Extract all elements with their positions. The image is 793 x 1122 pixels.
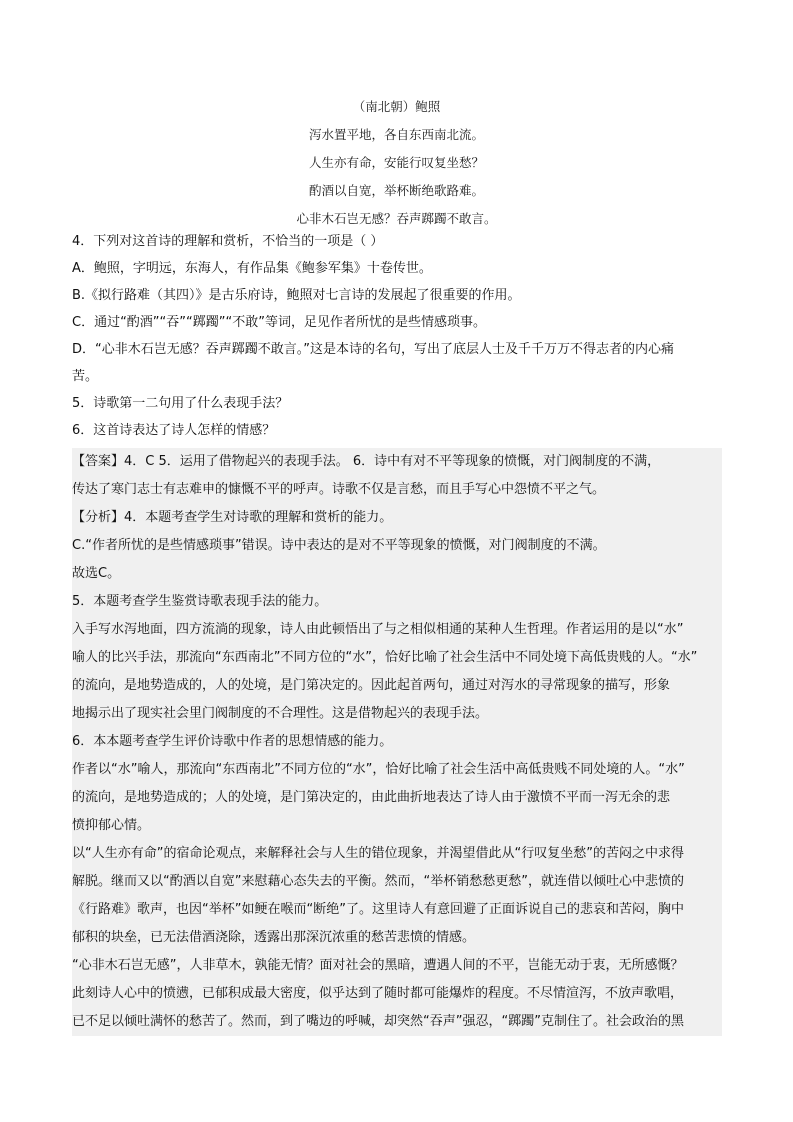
analysis-line: “心非木石岂无感”，人非草木，孰能无情？面对社会的黑暗，遭遇人间的不平，岂能无动于衷，无所感慨？ bbox=[72, 958, 684, 973]
analysis-line: 喻人的比兴手法，那流向“东西南北”不同方位的“水”，恰好比喻了社会生活中不同处境下高低贵贱的人。“水” bbox=[72, 650, 698, 665]
analysis-line: 的流向，是地势造成的，人的处境，是门第决定的。因此起首两句，通过对泻水的寻常现象的描写，形象 bbox=[72, 678, 671, 693]
analysis-line: 故选C。 bbox=[72, 566, 121, 581]
poem-author: （南北朝）鲍照 bbox=[352, 99, 441, 114]
analysis-line: 此刻诗人心中的愤懑，已郁积成最大密度，似乎达到了随时都可能爆炸的程度。不尽情渲泻，不放声歌唱， bbox=[72, 986, 684, 1001]
analysis-line: 6．本本题考查学生评价诗歌中作者的思想情感的能力。 bbox=[72, 734, 393, 749]
answer-analysis-block bbox=[72, 448, 722, 1036]
analysis-line: 入手写水泻地面，四方流淌的现象，诗人由此顿悟出了与之相似相通的某种人生哲理。作者运用的是以“水” bbox=[72, 622, 684, 637]
analysis-line: 作者以“水”喻人，那流向“东西南北”不同方位的“水”，恰好比喻了社会生活中高低贵贱不同处境的人。“水” bbox=[72, 762, 685, 777]
poem-block bbox=[0, 93, 793, 233]
analysis-line: 5．本题考查学生鉴赏诗歌表现手法的能力。 bbox=[72, 594, 328, 609]
poem-line: 人生亦有命，安能行叹复坐愁？ bbox=[308, 155, 484, 170]
answer-line: 【答案】4．C 5．运用了借物起兴的表现手法。 6．诗中有对不平等现象的愤慨，对门阀制度的不满， bbox=[72, 454, 661, 469]
poem-line: 泻水置平地，各自东西南北流。 bbox=[308, 127, 484, 142]
question-4-stem: 4．下列对这首诗的理解和赏析，不恰当的一项是（ ） bbox=[72, 234, 384, 249]
questions-block bbox=[72, 228, 722, 444]
option-d: D．“心非木石岂无感？吞声踯躅不敢言。”这是本诗的名句，写出了底层人士及千千万万不得志者的内心痛 bbox=[72, 342, 674, 357]
answer-line: 传达了寒门志士有志难申的慷慨不平的呼声。诗歌不仅是言愁，而且手写心中怨愤不平之气。 bbox=[72, 482, 606, 497]
analysis-line: 愤抑郁心情。 bbox=[72, 818, 151, 833]
option-b: B.《拟行路难（其四）》是古乐府诗，鲍照对七言诗的发展起了很重要的作用。 bbox=[72, 288, 521, 303]
poem-line: 心非木石岂无感？吞声踯躅不敢言。 bbox=[296, 211, 497, 226]
option-c: C．通过“酌酒”“吞”“踯躅”“不敢”等词，足见作者所忧的是些情感琐事。 bbox=[72, 315, 486, 330]
analysis-line: 《行路难》歌声，也因“举杯”如鲠在喉而“断绝”了。这里诗人有意回避了正面诉说自己的悲哀和苦闷，胸中 bbox=[72, 902, 684, 917]
analysis-line: C.“作者所忧的是些情感琐事”错误。诗中表达的是对不平等现象的愤慨，对门阀制度的不满。 bbox=[72, 538, 606, 553]
option-d-continued: 苦。 bbox=[72, 369, 99, 384]
analysis-line: 解脱。继而又以“酌酒以自宽”来慰藉心态失去的平衡。然而，“举杯销愁愁更愁”，就连借以倾吐心中悲愤的 bbox=[72, 874, 684, 889]
question-6: 6．这首诗表达了诗人怎样的情感？ bbox=[72, 423, 276, 438]
analysis-line: 的流向，是地势造成的；人的处境，是门第决定的，由此曲折地表达了诗人由于激愤不平而一泻无余的悲 bbox=[72, 790, 671, 805]
option-a: A．鲍照，字明远，东海人，有作品集《鲍参军集》十卷传世。 bbox=[72, 261, 432, 276]
poem-line: 酌酒以自宽，举杯断绝歌路难。 bbox=[308, 183, 484, 198]
analysis-line: 已不足以倾吐满怀的愁苦了。然而，到了嘴边的呼喊，却突然“吞声”强忍，“踯躅”克制住了。社会政治的黑 bbox=[72, 1014, 684, 1029]
analysis-line: 【分析】4．本题考查学生对诗歌的理解和赏析的能力。 bbox=[72, 510, 393, 525]
question-5: 5．诗歌第一二句用了什么表现手法？ bbox=[72, 396, 289, 411]
analysis-line: 地揭示出了现实社会里门阀制度的不合理性。这是借物起兴的表现手法。 bbox=[72, 706, 489, 721]
analysis-line: 郁积的块垒，已无法借酒浇除，透露出那深沉浓重的愁苦悲愤的情感。 bbox=[72, 930, 476, 945]
analysis-line: 以“人生亦有命”的宿命论观点，来解释社会与人生的错位现象，并渴望借此从“行叹复坐愁”的苦闷之中求得 bbox=[72, 846, 684, 861]
